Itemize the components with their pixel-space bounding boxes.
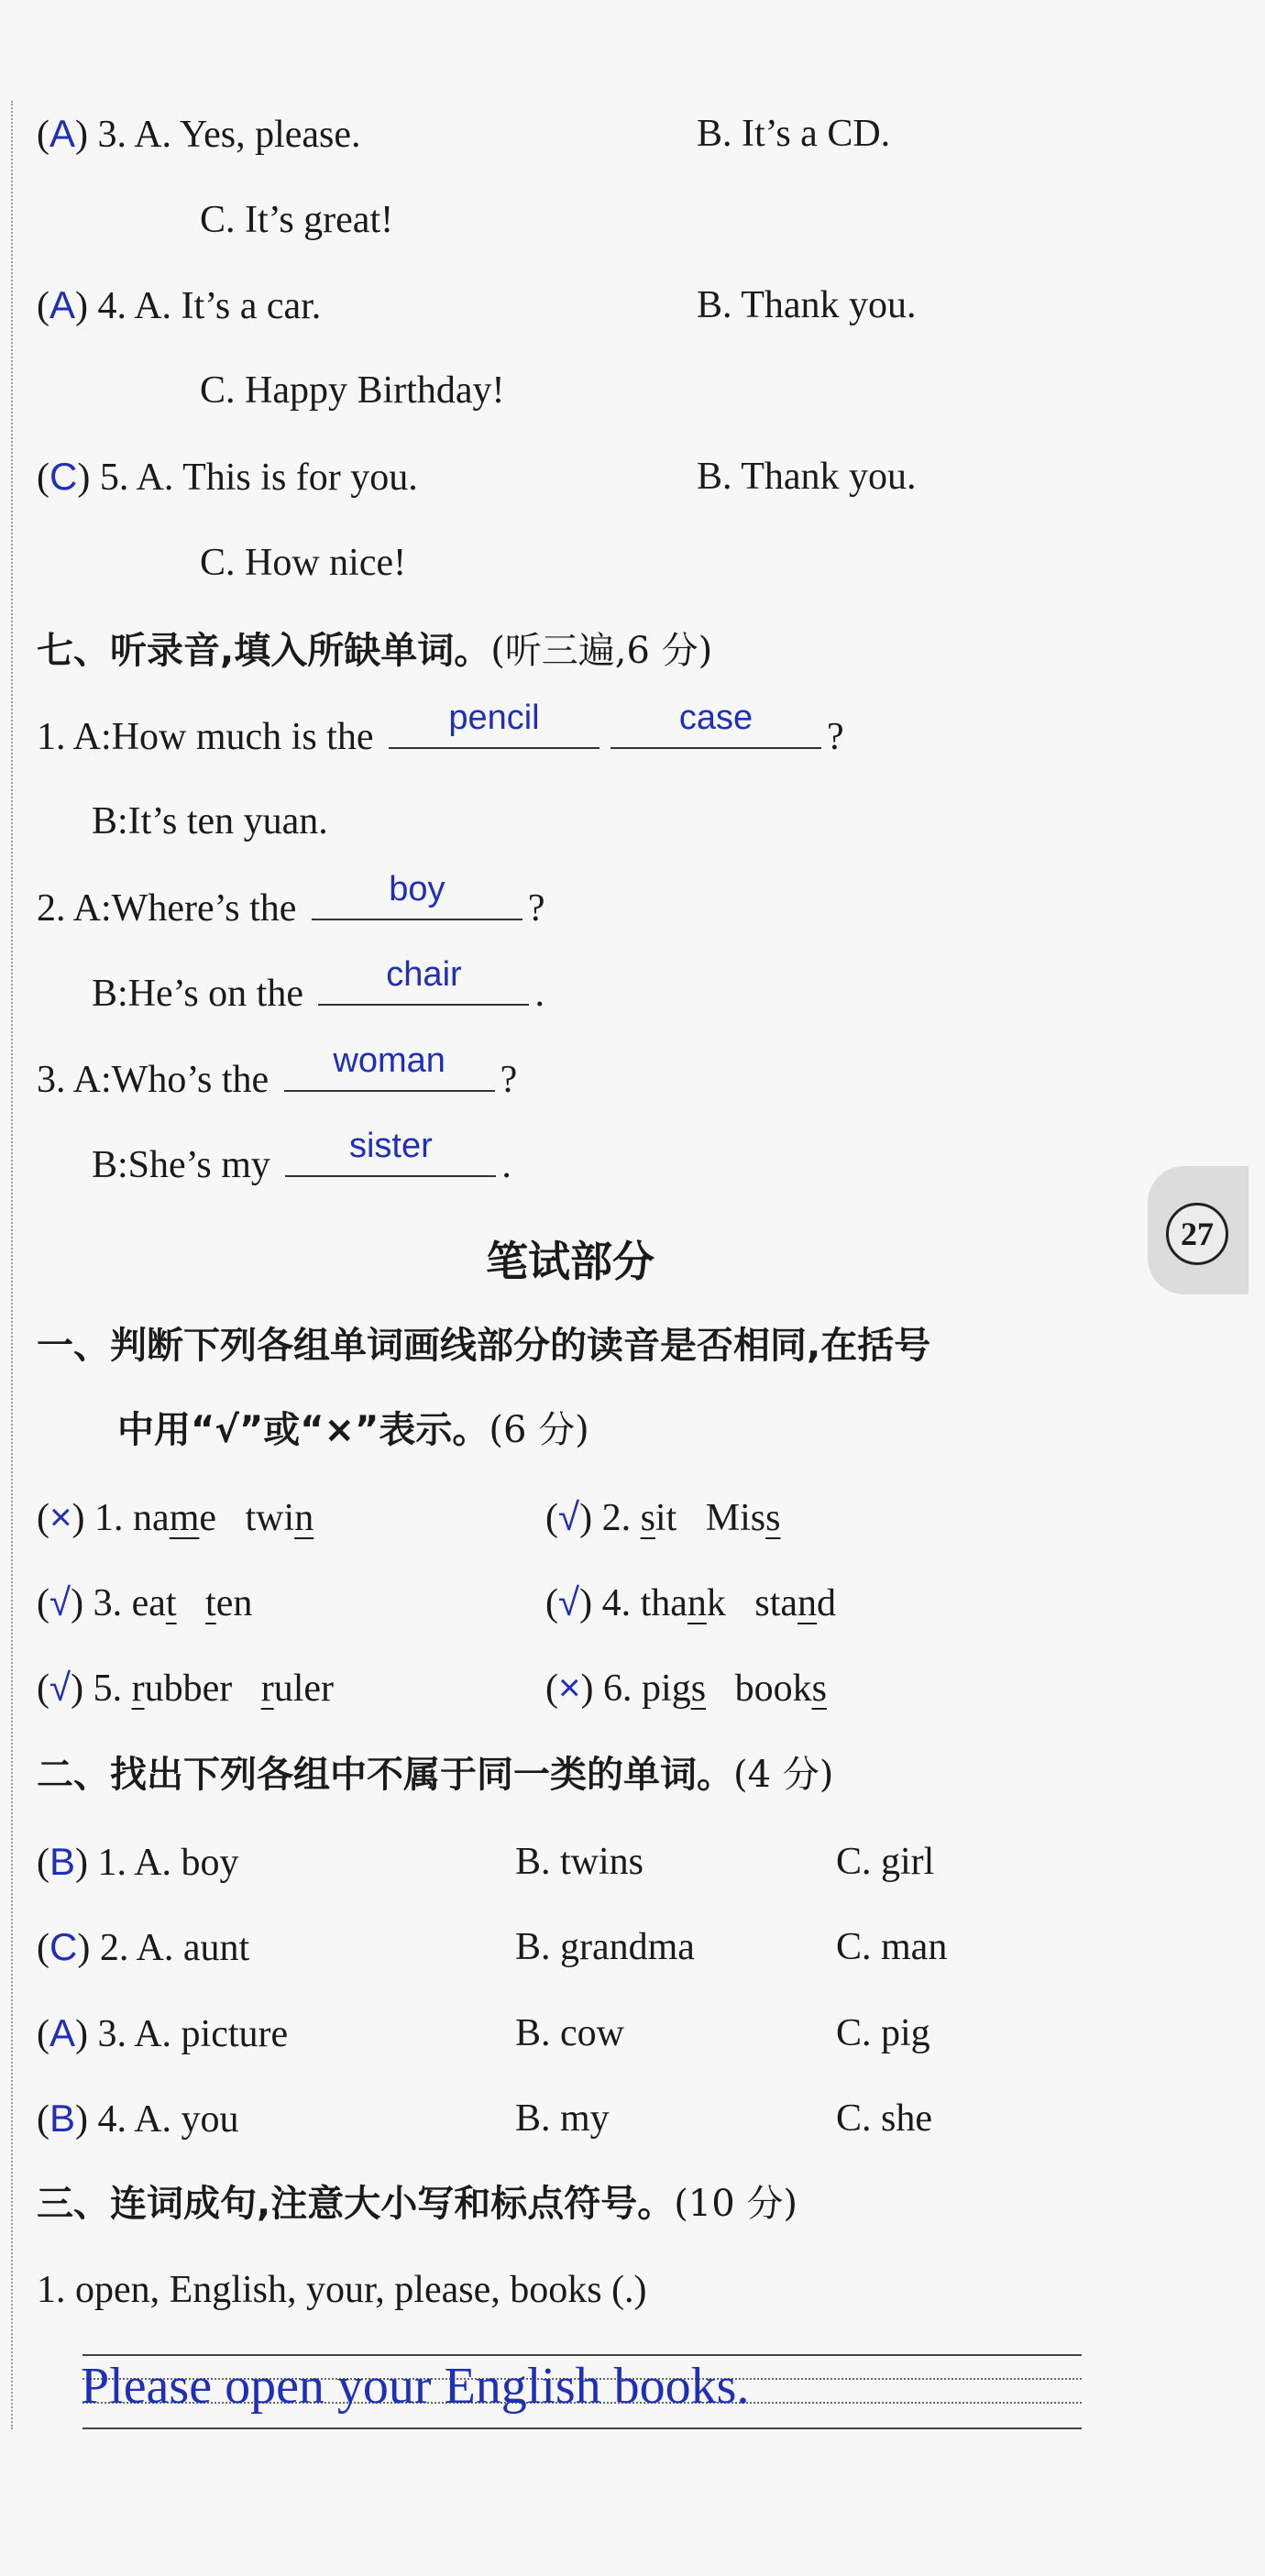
question-number: 4. [601,1582,632,1624]
odd-one-q3-option-b: B. cow [515,2012,624,2054]
sentence-q1-prompt: 1. open, English, your, please, books (.) [37,2269,647,2311]
word-part: uler [273,1668,334,1710]
option-a: A. aunt [136,1927,250,1969]
answer-blank [610,699,821,749]
listening-q5-option-c: C. How nice! [200,542,407,584]
phonics-q4: (√) 4. thank stand [545,1580,837,1624]
section-3-heading [37,2178,798,2229]
punctuation: . [534,973,544,1015]
section-2-heading [37,1749,833,1800]
filled-answer: case [678,699,754,737]
listening-q4-option-b: B. Thank you. [697,284,917,326]
odd-one-q2-option-b: B. grandma [515,1926,695,1968]
punctuation: ? [527,887,545,930]
underlined-letter: m [169,1497,200,1539]
answer-blank [312,870,522,920]
option-a: A. you [134,2098,239,2141]
question-number: 3. [93,1582,123,1624]
odd-one-q4-option-b: B. my [515,2097,610,2140]
odd-one-q1-option-c: C. girl [836,1841,935,1883]
odd-one-q4-option-c: C. she [836,2097,932,2140]
word-part: book [734,1668,812,1710]
answer-blank [389,699,600,749]
answer-letter: C [50,455,78,498]
word-part: e [199,1497,217,1539]
listening-q3-option-b: B. It’s a CD. [697,113,891,155]
question-number: 3. [97,114,127,156]
listening-q5: (C) 5. A. This is for you. [37,455,418,499]
underlined-letter: t [205,1582,216,1624]
odd-one-q2: (C) 2. A. aunt [37,1925,250,1969]
underlined-letter: n [798,1582,818,1624]
question-number: 2. [601,1497,632,1539]
section-title: 中用“√”或“×”表示。 [117,1409,490,1451]
answer-letter: A [50,283,76,326]
fill-q2a [37,870,545,934]
listening-q5-option-b: B. Thank you. [697,456,917,498]
section-title: 二、找出下列各组中不属于同一类的单词。 [37,1754,733,1796]
answer-letter: B [50,1840,76,1883]
question-number: 1. [97,1842,127,1884]
filled-answer: boy [389,870,446,908]
answer-blank [318,955,529,1006]
question-number: 4. [97,285,127,327]
filled-answer: chair [386,955,462,994]
word-part: tha [640,1582,688,1624]
page-number: 27 [1166,1203,1228,1265]
question-number: 5. [99,457,129,499]
fill-q2b [92,955,544,1019]
answer-mark: √ [558,1580,580,1624]
odd-one-q1-option-b: B. twins [515,1841,644,1883]
answer-mark: √ [50,1666,72,1709]
option-a: A. picture [134,2013,289,2055]
prompt-text: 3. A:Who’s the [37,1059,270,1101]
listening-q3-option-c: C. It’s great! [200,199,394,241]
underlined-letter: s [690,1668,707,1710]
sentence-q1-answer: Please open your English books. [81,2358,750,2415]
underlined-letter: r [131,1668,145,1710]
underlined-letter: n [294,1497,314,1539]
fill-q3b [92,1127,512,1191]
answer-mark: √ [558,1495,580,1538]
prompt-text: 1. A:How much is the [37,716,374,758]
phonics-q5: (√) 5. rubber ruler [37,1666,334,1710]
section-1-heading-line1: 一、判断下列各组单词画线部分的读音是否相同,在括号 [37,1325,931,1367]
option-a: A. boy [134,1842,239,1884]
section-title: 七、听录音,填入所缺单词。 [37,630,491,672]
underlined-letter: n [687,1582,707,1624]
word-part: it [654,1497,677,1539]
prompt-text: B:She’s my [92,1144,270,1186]
question-number: 3. [97,2013,127,2055]
word-part: ea [131,1582,166,1624]
punctuation: . [501,1144,512,1186]
answer-mark: √ [50,1580,72,1624]
question-number: 1. [94,1497,124,1539]
underlined-letter: t [165,1582,177,1624]
section-7-heading [37,625,712,677]
word-part: twi [245,1497,295,1539]
page-number-tab [1148,1166,1248,1294]
prompt-text: 2. A:Where’s the [37,887,297,930]
answer-mark: × [50,1495,72,1538]
filled-answer: woman [333,1041,446,1080]
word-part: ubber [144,1668,233,1710]
option-a: A. It’s a car. [134,285,322,327]
odd-one-q2-option-c: C. man [836,1926,948,1968]
filled-answer: pencil [448,699,540,737]
phonics-q2: (√) 2. sit Miss [545,1495,781,1539]
answer-letter: A [50,2011,76,2054]
answer-letter: B [50,2097,76,2140]
underlined-letter: s [811,1668,827,1710]
binding-margin-line [11,101,13,2429]
odd-one-q4: (B) 4. A. you [37,2097,239,2141]
listening-q4-option-c: C. Happy Birthday! [200,369,505,412]
punctuation: ? [826,716,844,758]
question-number: 6. [603,1668,632,1710]
word-part: k [706,1582,726,1624]
odd-one-q1: (B) 1. A. boy [37,1840,239,1884]
listening-q3: (A) 3. A. Yes, please. [37,112,361,156]
phonics-q6: (×) 6. pigs books [545,1666,827,1710]
option-a: A. Yes, please. [134,114,361,156]
phonics-q3: (√) 3. eat ten [37,1580,253,1624]
question-number: 4. [97,2098,127,2141]
odd-one-q3: (A) 3. A. picture [37,2011,289,2055]
word-part: Mis [705,1497,766,1539]
answer-mark: × [558,1666,581,1709]
underlined-letter: r [260,1668,274,1710]
fill-q1a [37,699,844,763]
section-points: (听三遍,6 分) [490,630,713,672]
word-part: pig [642,1668,691,1710]
section-points: (10 分) [674,2183,798,2225]
section-1-heading-line2 [117,1404,589,1456]
option-a: A. This is for you. [136,457,418,499]
answer-blank [285,1127,496,1177]
fill-q1b: B:It’s ten yuan. [92,800,328,842]
fill-q3a [37,1041,518,1106]
word-part: sta [754,1582,798,1624]
section-title: 三、连词成句,注意大小写和标点符号。 [37,2183,675,2225]
question-number: 5. [93,1668,123,1710]
underlined-letter: s [640,1497,655,1539]
underlined-letter: s [765,1497,781,1539]
writing-line-bottom [82,2427,1082,2429]
word-part: d [817,1582,837,1624]
answer-letter: C [50,1925,78,1968]
filled-answer: sister [348,1127,433,1165]
listening-q4: (A) 4. A. It’s a car. [37,283,322,327]
section-points: (6 分) [489,1409,589,1451]
written-part-title: 笔试部分 [486,1237,654,1286]
word-part: en [215,1582,253,1624]
question-number: 2. [99,1927,129,1969]
answer-blank [284,1041,495,1092]
word-part: na [133,1497,170,1539]
odd-one-q3-option-c: C. pig [836,2012,930,2054]
answer-letter: A [50,112,76,155]
punctuation: ? [500,1059,518,1101]
prompt-text: B:He’s on the [92,973,303,1015]
phonics-q1: (×) 1. name twin [37,1495,314,1539]
section-points: (4 分) [733,1754,834,1796]
